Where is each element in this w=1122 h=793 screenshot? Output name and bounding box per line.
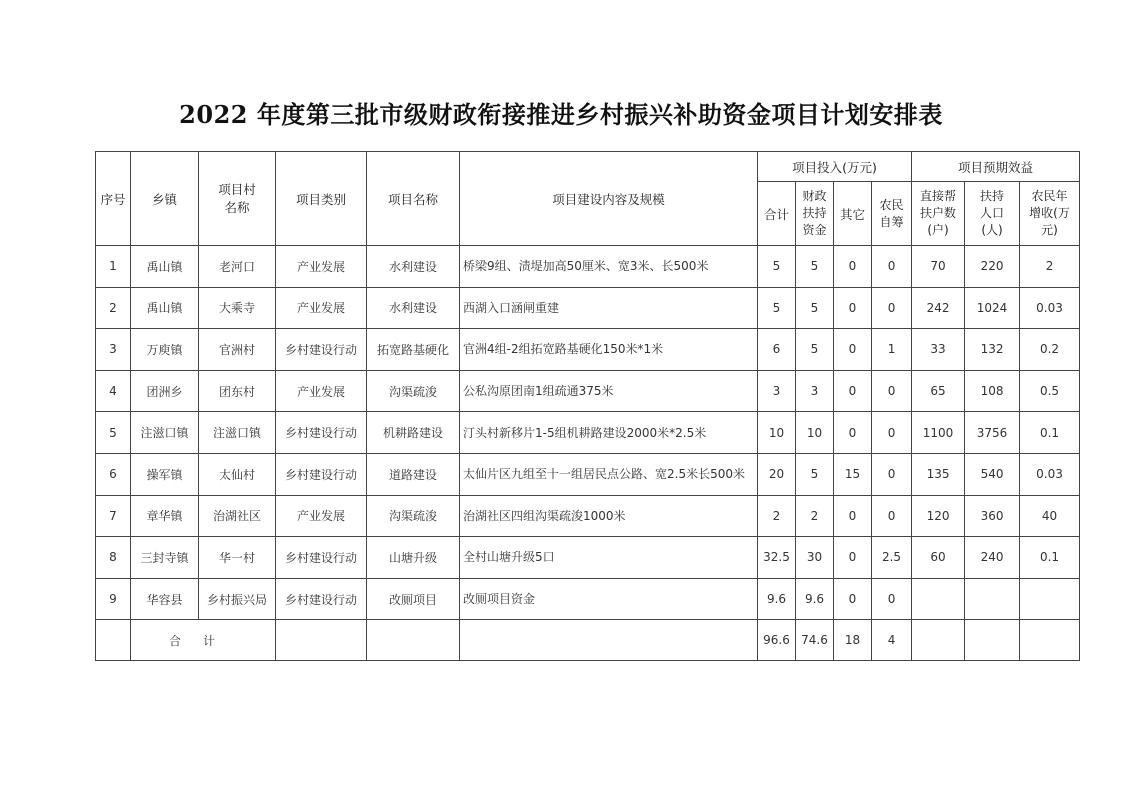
cell-project-name: 道路建设 [367,453,460,495]
totals-label-text: 合计 [168,633,237,648]
cell-category: 乡村建设行动 [276,412,367,454]
cell-town: 团洲乡 [131,370,199,412]
cell-category: 产业发展 [276,370,367,412]
table-row [96,453,1080,495]
cell-content: 桥梁9组、渍堤加高50厘米、宽3米、长500米 [460,246,758,288]
cell-income: 0.1 [1020,412,1080,454]
cell-village: 治湖社区 [199,495,276,537]
cell-income [1020,578,1080,620]
cell-households: 242 [912,287,965,329]
cell-village: 老河口 [199,246,276,288]
cell-fiscal: 9.6 [796,578,834,620]
cell-other: 0 [834,287,872,329]
totals-self-raised: 4 [872,620,912,661]
cell-project-name: 机耕路建设 [367,412,460,454]
cell-households: 65 [912,370,965,412]
cell-seq: 2 [96,287,131,329]
cell-content: 治湖社区四组沟渠疏浚1000米 [460,495,758,537]
table-row [96,329,1080,371]
header-self-raised: 农民自筹 [872,182,912,246]
cell-households [912,578,965,620]
cell-population: 360 [965,495,1020,537]
cell-category: 乡村建设行动 [276,537,367,579]
totals-row [96,620,1080,661]
cell-content: 公私沟原团南1组疏通375米 [460,370,758,412]
cell-other: 0 [834,495,872,537]
cell-population: 132 [965,329,1020,371]
cell-self-raised: 1 [872,329,912,371]
cell-total: 2 [758,495,796,537]
cell-income: 40 [1020,495,1080,537]
cell-households: 60 [912,537,965,579]
cell-total: 10 [758,412,796,454]
cell-village: 大乘寺 [199,287,276,329]
cell-empty [367,620,460,661]
table-row [96,412,1080,454]
cell-empty [965,620,1020,661]
page-title: 2022 年度第三批市级财政衔接推进乡村振兴补助资金项目计划安排表 [179,100,943,129]
cell-project-name: 水利建设 [367,246,460,288]
header-category: 项目类别 [276,152,367,246]
cell-other: 0 [834,537,872,579]
cell-fiscal: 3 [796,370,834,412]
cell-households: 33 [912,329,965,371]
cell-category: 产业发展 [276,495,367,537]
cell-project-name: 沟渠疏浚 [367,370,460,412]
cell-total: 3 [758,370,796,412]
cell-seq: 9 [96,578,131,620]
cell-households: 135 [912,453,965,495]
cell-other: 0 [834,578,872,620]
cell-fiscal: 10 [796,412,834,454]
table-row [96,578,1080,620]
cell-empty [276,620,367,661]
cell-income: 0.1 [1020,537,1080,579]
cell-income: 2 [1020,246,1080,288]
header-other: 其它 [834,182,872,246]
table-row [96,537,1080,579]
cell-fiscal: 5 [796,246,834,288]
cell-content: 太仙片区九组至十一组居民点公路、宽2.5米长500米 [460,453,758,495]
cell-income: 0.2 [1020,329,1080,371]
cell-village: 官洲村 [199,329,276,371]
cell-village: 团东村 [199,370,276,412]
cell-empty [912,620,965,661]
table-row [96,495,1080,537]
cell-town: 万庾镇 [131,329,199,371]
cell-self-raised: 0 [872,453,912,495]
cell-population: 1024 [965,287,1020,329]
cell-town: 操军镇 [131,453,199,495]
cell-other: 0 [834,370,872,412]
cell-fiscal: 5 [796,329,834,371]
cell-fiscal: 5 [796,453,834,495]
cell-households: 70 [912,246,965,288]
cell-town: 禹山镇 [131,246,199,288]
cell-category: 乡村建设行动 [276,329,367,371]
cell-town: 华容县 [131,578,199,620]
cell-total: 6 [758,329,796,371]
header-population: 扶持人口(人) [965,182,1020,246]
cell-town: 注滋口镇 [131,412,199,454]
cell-total: 5 [758,287,796,329]
cell-self-raised: 0 [872,246,912,288]
cell-households: 120 [912,495,965,537]
cell-population: 3756 [965,412,1020,454]
cell-content: 全村山塘升级5口 [460,537,758,579]
cell-population [965,578,1020,620]
cell-other: 0 [834,329,872,371]
cell-village: 乡村振兴局 [199,578,276,620]
cell-population: 220 [965,246,1020,288]
cell-total: 20 [758,453,796,495]
cell-self-raised: 0 [872,287,912,329]
cell-self-raised: 0 [872,578,912,620]
table-row [96,246,1080,288]
cell-self-raised: 0 [872,370,912,412]
cell-seq: 5 [96,412,131,454]
totals-other: 18 [834,620,872,661]
project-plan-table [95,151,1080,661]
header-investment-group: 项目投入(万元) [758,152,912,182]
cell-category: 产业发展 [276,287,367,329]
cell-project-name: 山塘升级 [367,537,460,579]
cell-self-raised: 0 [872,495,912,537]
cell-other: 0 [834,246,872,288]
cell-fiscal: 30 [796,537,834,579]
cell-seq: 8 [96,537,131,579]
cell-households: 1100 [912,412,965,454]
cell-content: 西湖入口涵闸重建 [460,287,758,329]
cell-project-name: 沟渠疏浚 [367,495,460,537]
cell-empty [1020,620,1080,661]
cell-project-name: 拓宽路基硬化 [367,329,460,371]
header-fiscal: 财政扶持资金 [796,182,834,246]
cell-category: 乡村建设行动 [276,453,367,495]
cell-town: 禹山镇 [131,287,199,329]
cell-category: 乡村建设行动 [276,578,367,620]
cell-other: 15 [834,453,872,495]
cell-town: 三封寺镇 [131,537,199,579]
header-seq: 序号 [96,152,131,246]
cell-empty [96,620,131,661]
totals-fiscal: 74.6 [796,620,834,661]
cell-content: 官洲4组-2组拓宽路基硬化150米*1米 [460,329,758,371]
header-total: 合计 [758,182,796,246]
cell-total: 9.6 [758,578,796,620]
header-town: 乡镇 [131,152,199,246]
cell-self-raised: 0 [872,412,912,454]
cell-empty [460,620,758,661]
header-income: 农民年增收(万元) [1020,182,1080,246]
cell-other: 0 [834,412,872,454]
header-project-name: 项目名称 [367,152,460,246]
cell-seq: 4 [96,370,131,412]
cell-total: 5 [758,246,796,288]
cell-fiscal: 5 [796,287,834,329]
cell-total: 32.5 [758,537,796,579]
cell-town: 章华镇 [131,495,199,537]
cell-population: 240 [965,537,1020,579]
header-households: 直接帮扶户数(户) [912,182,965,246]
cell-income: 0.5 [1020,370,1080,412]
cell-category: 产业发展 [276,246,367,288]
cell-content: 汀头村新移片1-5组机耕路建设2000米*2.5米 [460,412,758,454]
cell-project-name: 水利建设 [367,287,460,329]
cell-seq: 7 [96,495,131,537]
cell-village: 华一村 [199,537,276,579]
header-benefit-group: 项目预期效益 [912,152,1080,182]
cell-seq: 3 [96,329,131,371]
table-row [96,370,1080,412]
cell-seq: 6 [96,453,131,495]
cell-seq: 1 [96,246,131,288]
cell-population: 108 [965,370,1020,412]
cell-income: 0.03 [1020,453,1080,495]
cell-self-raised: 2.5 [872,537,912,579]
header-content: 项目建设内容及规模 [460,152,758,246]
totals-total: 96.6 [758,620,796,661]
cell-income: 0.03 [1020,287,1080,329]
totals-label [131,620,276,661]
cell-village: 太仙村 [199,453,276,495]
cell-content: 改厕项目资金 [460,578,758,620]
cell-fiscal: 2 [796,495,834,537]
header-village: 项目村名称 [199,152,276,246]
cell-population: 540 [965,453,1020,495]
cell-village: 注滋口镇 [199,412,276,454]
cell-project-name: 改厕项目 [367,578,460,620]
table-row [96,287,1080,329]
